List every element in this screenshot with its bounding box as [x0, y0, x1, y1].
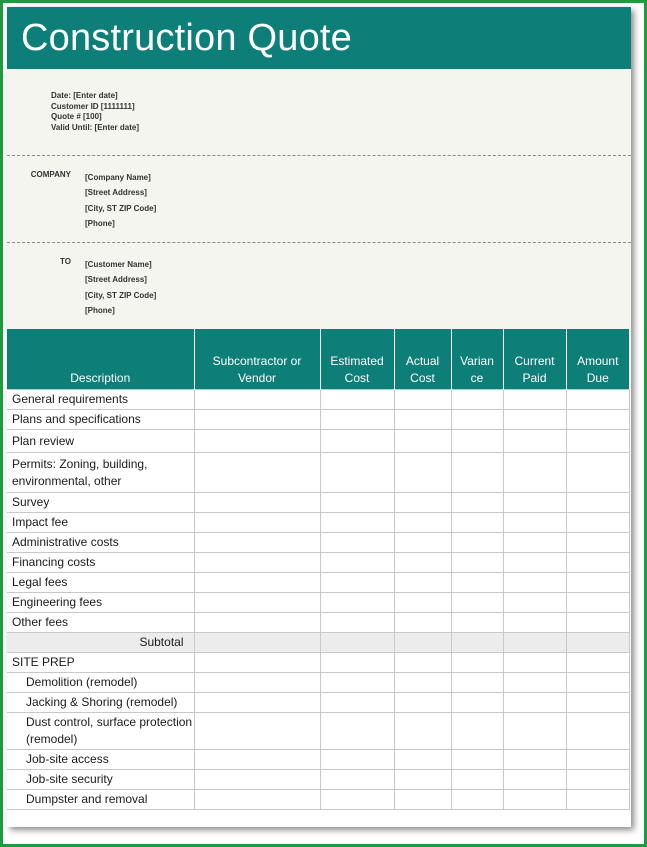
- row-cell[interactable]: [503, 593, 566, 613]
- row-cell[interactable]: [451, 653, 503, 673]
- document-frame: [3, 3, 644, 844]
- row-cell[interactable]: [320, 790, 394, 810]
- row-cell[interactable]: [194, 533, 320, 553]
- row-cell[interactable]: [320, 533, 394, 553]
- row-cell[interactable]: [394, 533, 451, 553]
- row-cell[interactable]: [451, 513, 503, 533]
- row-cell[interactable]: [503, 673, 566, 693]
- row-cell[interactable]: [320, 633, 394, 653]
- row-cell[interactable]: [194, 453, 320, 493]
- row-cell[interactable]: [194, 513, 320, 533]
- row-cell[interactable]: [320, 653, 394, 673]
- row-cell[interactable]: [566, 790, 629, 810]
- to-label: TO: [60, 257, 71, 266]
- row-description: Impact fee: [7, 513, 194, 533]
- row-cell[interactable]: [320, 770, 394, 790]
- row-cell[interactable]: [394, 430, 451, 453]
- header-estimated-cost: Estimated Cost: [320, 329, 394, 390]
- row-cell[interactable]: [320, 453, 394, 493]
- row-cell[interactable]: [320, 553, 394, 573]
- table-row: [7, 750, 629, 770]
- valid-until-field[interactable]: Valid Until: [Enter date]: [51, 122, 140, 132]
- row-cell[interactable]: [451, 633, 503, 653]
- row-cell[interactable]: [320, 750, 394, 770]
- row-cell[interactable]: [566, 750, 629, 770]
- row-cell[interactable]: [451, 573, 503, 593]
- row-cell[interactable]: [566, 693, 629, 713]
- title-bar: [7, 7, 631, 69]
- row-description: Dumpster and removal: [7, 790, 194, 810]
- row-description: Demolition (remodel): [7, 673, 194, 693]
- row-cell[interactable]: [394, 633, 451, 653]
- page-title: Construction Quote: [21, 16, 352, 59]
- customer-name-field[interactable]: [Customer Name]: [85, 260, 152, 269]
- row-description: Plan review: [7, 430, 194, 453]
- table-row: [7, 390, 629, 410]
- row-description: Dust control, surface protection (remodel): [7, 713, 194, 750]
- row-cell[interactable]: [451, 533, 503, 553]
- row-cell[interactable]: [394, 553, 451, 573]
- row-cell[interactable]: [394, 410, 451, 430]
- row-cell[interactable]: [394, 593, 451, 613]
- row-cell[interactable]: [451, 713, 503, 750]
- customer-phone-field[interactable]: [Phone]: [85, 305, 115, 315]
- row-cell[interactable]: [503, 533, 566, 553]
- row-cell[interactable]: [566, 633, 629, 653]
- row-cell[interactable]: [194, 633, 320, 653]
- row-description: Engineering fees: [7, 593, 194, 613]
- row-cell[interactable]: [566, 493, 629, 513]
- header-current-paid: Current Paid: [503, 329, 566, 390]
- header-actual-cost: Actual Cost: [394, 329, 451, 390]
- table-row: [7, 673, 629, 693]
- row-description: Other fees: [7, 613, 194, 633]
- row-cell[interactable]: [566, 410, 629, 430]
- quote-page: [7, 7, 631, 827]
- table-row: [7, 573, 629, 593]
- row-cell[interactable]: [451, 453, 503, 493]
- row-cell[interactable]: [394, 750, 451, 770]
- customer-city-field[interactable]: [City, ST ZIP Code]: [85, 290, 157, 300]
- date-field[interactable]: Date: [Enter date]: [51, 91, 118, 100]
- row-cell[interactable]: [503, 453, 566, 493]
- row-cell[interactable]: [566, 513, 629, 533]
- company-city-field[interactable]: [City, ST ZIP Code]: [85, 203, 157, 213]
- row-cell[interactable]: [566, 573, 629, 593]
- header-variance: Varian ce: [451, 329, 503, 390]
- row-cell[interactable]: [194, 553, 320, 573]
- row-cell[interactable]: [320, 613, 394, 633]
- row-description: Jacking & Shoring (remodel): [7, 693, 194, 713]
- row-cell[interactable]: [394, 453, 451, 493]
- row-cell[interactable]: [194, 673, 320, 693]
- row-description: Job-site security: [7, 770, 194, 790]
- row-cell[interactable]: [394, 573, 451, 593]
- row-cell[interactable]: [194, 593, 320, 613]
- row-cell[interactable]: [503, 513, 566, 533]
- row-cell[interactable]: [394, 673, 451, 693]
- cost-table: [7, 329, 630, 810]
- row-description: Legal fees: [7, 573, 194, 593]
- row-cell[interactable]: [320, 573, 394, 593]
- table-row: [7, 453, 629, 493]
- row-cell[interactable]: [194, 790, 320, 810]
- row-cell[interactable]: [566, 453, 629, 493]
- row-cell[interactable]: [194, 613, 320, 633]
- row-description: Job-site access: [7, 750, 194, 770]
- table-header-row: [7, 329, 629, 390]
- row-cell[interactable]: [394, 790, 451, 810]
- row-cell[interactable]: [503, 713, 566, 750]
- row-cell[interactable]: [503, 693, 566, 713]
- row-cell[interactable]: [503, 653, 566, 673]
- row-description: SITE PREP: [7, 653, 194, 673]
- row-cell[interactable]: [503, 613, 566, 633]
- table-row: [7, 613, 629, 633]
- row-cell[interactable]: [503, 750, 566, 770]
- quote-info: [7, 69, 631, 156]
- row-cell[interactable]: [194, 430, 320, 453]
- table-row: [7, 713, 629, 750]
- row-cell[interactable]: [394, 770, 451, 790]
- section-row: [7, 653, 629, 673]
- header-amount-due: Amount Due: [566, 329, 629, 390]
- row-cell[interactable]: [320, 390, 394, 410]
- row-cell[interactable]: [194, 390, 320, 410]
- row-cell[interactable]: [320, 593, 394, 613]
- row-cell[interactable]: [394, 713, 451, 750]
- company-name-field[interactable]: [Company Name]: [85, 173, 151, 182]
- row-cell[interactable]: [394, 653, 451, 673]
- row-cell[interactable]: [320, 673, 394, 693]
- row-cell[interactable]: [503, 633, 566, 653]
- table-row: [7, 770, 629, 790]
- subtotal-row: [7, 633, 629, 653]
- table-row: [7, 553, 629, 573]
- customer-block: [7, 243, 631, 329]
- row-cell[interactable]: [503, 493, 566, 513]
- row-cell[interactable]: [394, 493, 451, 513]
- row-cell[interactable]: [394, 693, 451, 713]
- row-cell[interactable]: [394, 390, 451, 410]
- row-cell[interactable]: [194, 750, 320, 770]
- row-cell[interactable]: [451, 390, 503, 410]
- row-cell[interactable]: [566, 770, 629, 790]
- row-cell[interactable]: [451, 750, 503, 770]
- row-cell[interactable]: [566, 613, 629, 633]
- table-row: [7, 410, 629, 430]
- row-cell[interactable]: [451, 613, 503, 633]
- row-cell[interactable]: [194, 693, 320, 713]
- row-description: Administrative costs: [7, 533, 194, 553]
- customer-id-field[interactable]: Customer ID [1111111]: [51, 101, 135, 111]
- row-cell[interactable]: [503, 410, 566, 430]
- row-cell[interactable]: [451, 553, 503, 573]
- table-row: [7, 493, 629, 513]
- row-cell[interactable]: [566, 673, 629, 693]
- row-description: Subtotal: [7, 633, 194, 653]
- row-cell[interactable]: [503, 573, 566, 593]
- row-cell[interactable]: [451, 770, 503, 790]
- row-cell[interactable]: [194, 573, 320, 593]
- row-cell[interactable]: [320, 493, 394, 513]
- row-description: Permits: Zoning, building, environmental, other: [7, 453, 194, 493]
- row-cell[interactable]: [451, 673, 503, 693]
- table-row: [7, 693, 629, 713]
- row-cell[interactable]: [503, 790, 566, 810]
- row-description: Financing costs: [7, 553, 194, 573]
- row-description: Plans and specifications: [7, 410, 194, 430]
- row-cell[interactable]: [566, 390, 629, 410]
- row-cell[interactable]: [503, 390, 566, 410]
- row-cell[interactable]: [451, 493, 503, 513]
- table-row: [7, 513, 629, 533]
- row-cell[interactable]: [503, 430, 566, 453]
- row-cell[interactable]: [320, 513, 394, 533]
- row-cell[interactable]: [451, 430, 503, 453]
- company-label: COMPANY: [30, 170, 71, 179]
- table-row: [7, 593, 629, 613]
- row-cell[interactable]: [320, 410, 394, 430]
- row-cell[interactable]: [194, 770, 320, 790]
- row-cell[interactable]: [194, 410, 320, 430]
- row-cell[interactable]: [320, 430, 394, 453]
- row-description: Survey: [7, 493, 194, 513]
- row-cell[interactable]: [194, 713, 320, 750]
- row-cell[interactable]: [194, 653, 320, 673]
- row-cell[interactable]: [566, 713, 629, 750]
- company-phone-field[interactable]: [Phone]: [85, 218, 115, 228]
- row-cell[interactable]: [566, 593, 629, 613]
- row-cell[interactable]: [566, 653, 629, 673]
- row-cell[interactable]: [320, 713, 394, 750]
- table-row: [7, 430, 629, 453]
- row-cell[interactable]: [503, 770, 566, 790]
- row-cell[interactable]: [451, 410, 503, 430]
- company-street-field[interactable]: [Street Address]: [85, 188, 147, 198]
- header-vendor: Subcontractor or Vendor: [194, 329, 320, 390]
- table-row: [7, 533, 629, 553]
- row-cell[interactable]: [566, 553, 629, 573]
- row-cell[interactable]: [451, 593, 503, 613]
- row-cell[interactable]: [566, 430, 629, 453]
- row-description: General requirements: [7, 390, 194, 410]
- row-cell[interactable]: [451, 790, 503, 810]
- row-cell[interactable]: [566, 533, 629, 553]
- customer-street-field[interactable]: [Street Address]: [85, 275, 147, 285]
- header-description: Description: [7, 329, 194, 390]
- table-row: [7, 790, 629, 810]
- row-cell[interactable]: [451, 693, 503, 713]
- company-block: [7, 156, 631, 243]
- row-cell[interactable]: [194, 493, 320, 513]
- row-cell[interactable]: [503, 553, 566, 573]
- row-cell[interactable]: [394, 613, 451, 633]
- row-cell[interactable]: [394, 513, 451, 533]
- quote-number-field[interactable]: Quote # [100]: [51, 112, 102, 121]
- row-cell[interactable]: [320, 693, 394, 713]
